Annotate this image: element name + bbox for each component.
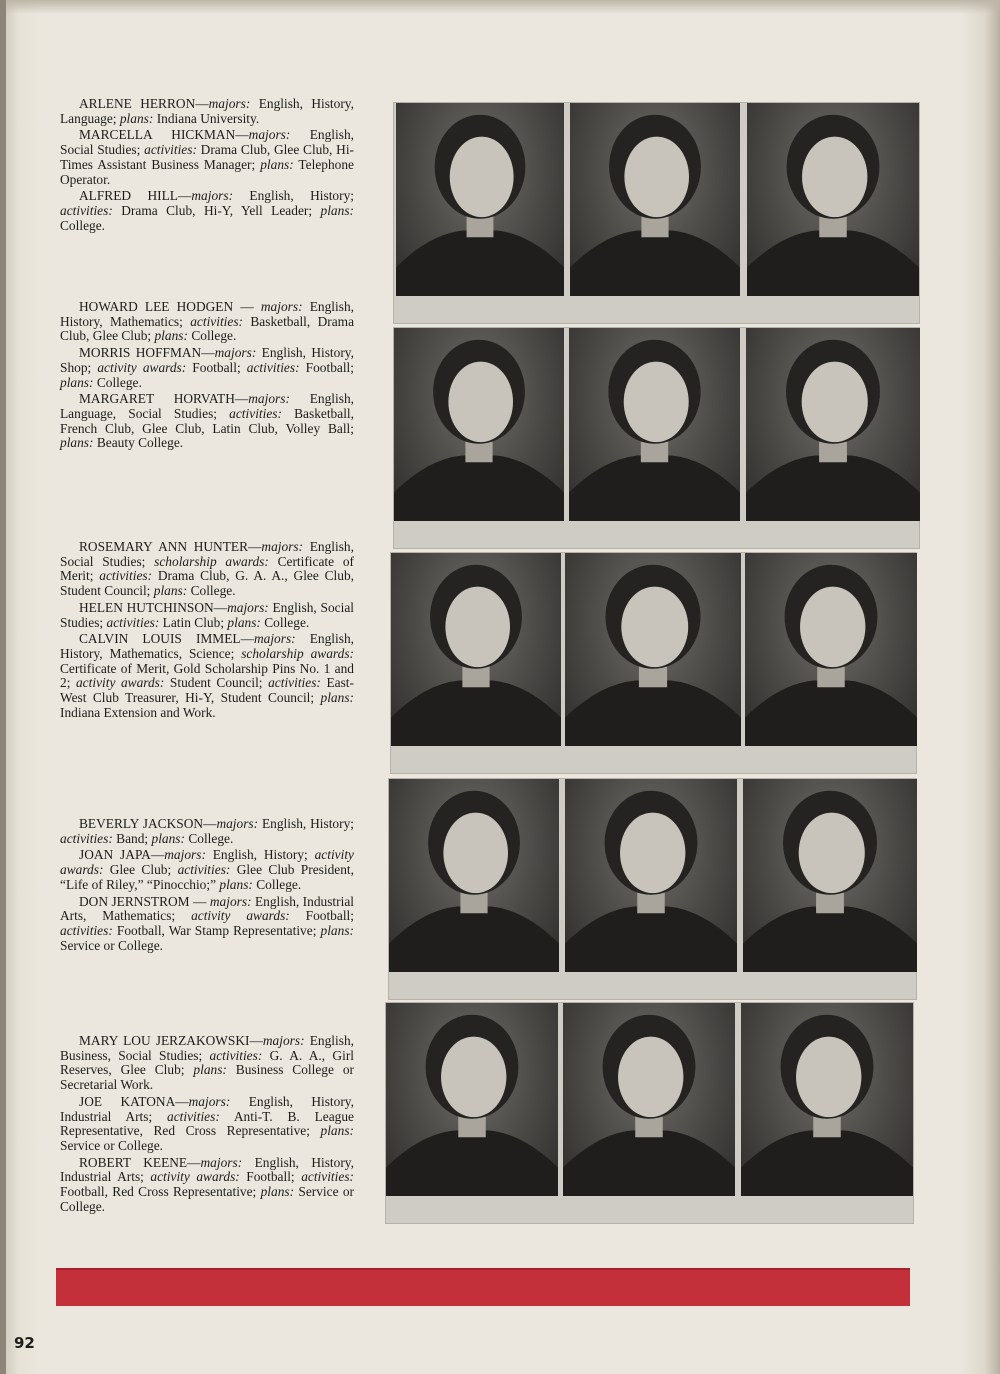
photo: [746, 328, 920, 521]
student-entry: MARCELLA HICKMAN—majors: English, Social Studies; activities: Drama Club, Glee Club, Hi-Times Assistant Business Manager; plans: Telephone Operator.: [60, 127, 355, 187]
field-value: Service or College.: [60, 1184, 354, 1214]
photo: [563, 1003, 735, 1196]
field-label: plans:: [119, 110, 154, 126]
student-entry: ROSEMARY ANN HUNTER—majors: English, Social Studies; scholarship awards: Certificate of Merit; activities: Drama Club, G. A. A., Glee Club, Student Council; plans: College.: [60, 539, 354, 599]
field-label: activities:: [106, 614, 160, 630]
field-label: plans:: [60, 435, 94, 451]
student-name: ROSEMARY ANN HUNTER: [79, 539, 249, 554]
field-value: Indiana University.: [153, 110, 260, 126]
page-number: 92: [14, 1334, 35, 1352]
field-value: Football, War Stamp Representative;: [112, 922, 321, 938]
field-label: majors:: [208, 96, 251, 111]
portrait-silhouette: [394, 328, 564, 521]
field-value: English, Language, Social Studies;: [60, 391, 354, 421]
portrait-silhouette: [565, 553, 741, 746]
field-label: activities:: [229, 405, 282, 421]
portrait-silhouette: [569, 328, 740, 521]
portrait-silhouette: [747, 103, 919, 296]
field-label: majors:: [227, 599, 269, 615]
field-value: Service or College.: [60, 937, 163, 953]
photo: [389, 779, 559, 972]
student-entry: DON JERNSTROM — majors: English, Industrial Arts, Mathematics; activity awards: Football; activities: Football, War Stamp Representative; plans: Service or College.: [60, 893, 354, 953]
text-group-3: [60, 540, 354, 722]
field-value: Service or College.: [60, 1137, 163, 1153]
field-label: activities:: [209, 1047, 263, 1063]
field-label: majors:: [216, 816, 259, 831]
page-top-shadow: [0, 0, 1000, 14]
field-label: majors:: [260, 299, 303, 314]
photo-row-1: [393, 102, 920, 324]
field-value: College.: [60, 217, 105, 233]
student-name: HELEN HUTCHINSON: [79, 599, 214, 615]
accent-bar: [56, 1268, 910, 1306]
photo-row-5: [385, 1002, 914, 1224]
field-value: Basketball, Drama Club, Glee Club;: [60, 313, 355, 344]
field-label: majors:: [191, 188, 234, 204]
field-value: G. A. A., Girl Reserves, Glee Club;: [60, 1047, 354, 1078]
field-value: Football;: [239, 1169, 302, 1185]
field-label: activity awards:: [191, 908, 290, 924]
field-label: majors:: [200, 1154, 243, 1170]
field-value: College.: [260, 614, 310, 630]
field-label: scholarship awards:: [241, 645, 354, 661]
field-label: plans:: [151, 830, 185, 846]
portrait-silhouette: [745, 553, 917, 746]
portrait-silhouette: [563, 1003, 735, 1196]
field-value: English, History, Industrial Arts;: [60, 1154, 354, 1185]
field-label: activities:: [177, 862, 231, 878]
field-value: Business College or Secretarial Work.: [60, 1062, 354, 1093]
text-group-4: [60, 817, 354, 955]
student-name: ROBERT KEENE: [79, 1154, 188, 1170]
field-value: English, History, Industrial Arts;: [60, 1093, 354, 1124]
field-label: activities:: [144, 142, 197, 158]
field-value: College.: [252, 876, 302, 892]
field-label: majors:: [248, 127, 291, 143]
portrait-silhouette: [741, 1003, 913, 1196]
student-name: CALVIN LOUIS IMMEL: [79, 631, 241, 647]
field-label: majors:: [262, 1033, 305, 1048]
portrait-silhouette: [396, 103, 564, 296]
field-value: College.: [184, 830, 234, 846]
student-entry: HOWARD LEE HODGEN — majors: English, History, Mathematics; activities: Basketball, Drama Club, Glee Club; plans: College.: [60, 299, 355, 344]
field-value: Certificate of Merit;: [60, 553, 354, 584]
field-value: English, Social Studies;: [60, 127, 354, 158]
field-label: activities:: [190, 313, 244, 329]
photo: [741, 1003, 913, 1196]
field-value: Football, Red Cross Representative;: [60, 1184, 261, 1200]
text-group-1: [60, 97, 354, 235]
field-label: plans:: [260, 1184, 295, 1200]
field-value: English, History, Language;: [60, 96, 354, 126]
field-value: English, History;: [233, 188, 354, 204]
field-label: activities:: [60, 830, 113, 846]
photo-row-3: [390, 552, 917, 774]
student-name: MARY LOU JERZAKOWSKI: [79, 1033, 250, 1048]
photo: [570, 103, 740, 296]
field-label: plans:: [320, 1123, 354, 1139]
field-label: activity awards:: [75, 675, 165, 691]
field-value: Football;: [289, 908, 354, 924]
field-value: English, Business, Social Studies;: [60, 1033, 354, 1063]
student-entry: HELEN HUTCHINSON—majors: English, Social Studies; activities: Latin Club; plans: College.: [60, 599, 354, 630]
field-label: majors:: [261, 539, 304, 554]
field-label: plans:: [320, 690, 354, 706]
field-label: plans:: [153, 583, 188, 599]
field-label: plans:: [320, 202, 354, 218]
field-label: activity awards:: [150, 1169, 240, 1185]
field-label: activities:: [246, 359, 300, 375]
student-entry: MARY LOU JERZAKOWSKI—majors: English, Business, Social Studies; activities: G. A. A., Girl Reserves, Glee Club; plans: Business College or Secretarial Work.: [60, 1033, 354, 1093]
field-label: activities:: [60, 202, 113, 218]
photo: [565, 779, 737, 972]
student-entry: ARLENE HERRON—majors: English, History, Language; plans: Indiana University.: [60, 96, 354, 126]
field-value: Glee Club;: [103, 862, 178, 878]
field-value: Drama Club, Glee Club, Hi-Times Assistant Business Manager;: [60, 142, 355, 172]
photo: [745, 553, 917, 746]
field-label: majors:: [188, 1093, 231, 1109]
field-value: Basketball, French Club, Glee Club, Latin Club, Volley Ball;: [60, 405, 354, 436]
field-value: English, History, Shop;: [60, 345, 354, 375]
field-label: plans:: [60, 374, 94, 390]
photo-row-4: [388, 778, 917, 1000]
student-name: JOE KATONA: [79, 1093, 176, 1109]
field-label: majors:: [248, 391, 290, 407]
student-entry: JOE KATONA—majors: English, History, Industrial Arts; activities: Anti-T. B. League Representative, Red Cross Representative; plans: Service or College.: [60, 1093, 354, 1153]
student-entry: JOAN JAPA—majors: English, History; activity awards: Glee Club; activities: Glee Club President, “Life of Riley,” “Pinocchio;” plans: College.: [60, 847, 355, 892]
portrait-silhouette: [386, 1003, 558, 1196]
field-label: activities:: [268, 675, 321, 691]
field-value: Drama Club, G. A. A., Glee Club, Student Council;: [60, 568, 354, 599]
field-label: majors:: [209, 893, 252, 909]
field-value: Beauty College.: [93, 435, 184, 451]
student-name: JOAN JAPA: [79, 847, 151, 863]
field-value: English, History, Mathematics, Science;: [60, 631, 354, 661]
field-label: plans:: [154, 328, 188, 344]
field-value: Anti-T. B. League Representative, Red Cross Representative;: [60, 1108, 354, 1139]
field-value: Drama Club, Hi-Y, Yell Leader;: [112, 202, 321, 218]
field-label: majors:: [164, 847, 206, 863]
portrait-silhouette: [565, 779, 737, 972]
field-label: plans:: [260, 156, 294, 172]
student-entry: BEVERLY JACKSON—majors: English, History; activities: Band; plans: College.: [60, 816, 354, 846]
field-label: majors:: [214, 345, 257, 361]
student-entry: ALFRED HILL—majors: English, History; activities: Drama Club, Hi-Y, Yell Leader; plans: College.: [60, 188, 354, 233]
field-value: College.: [93, 374, 142, 390]
field-label: majors:: [253, 631, 296, 647]
field-value: English, Social Studies;: [60, 539, 354, 569]
student-name: DON JERNSTROM: [79, 893, 190, 909]
field-value: English, Social Studies;: [60, 599, 354, 630]
field-value: English, History;: [205, 847, 315, 863]
field-value: English, Industrial Arts, Mathematics;: [60, 893, 354, 924]
text-group-2: [60, 300, 354, 453]
portrait-silhouette: [391, 553, 561, 746]
field-label: scholarship awards:: [154, 553, 269, 569]
field-label: plans:: [219, 876, 253, 892]
student-name: ARLENE HERRON: [79, 96, 196, 111]
photo: [569, 328, 740, 521]
field-value: Glee Club President, “Life of Riley,” “Pinocchio;”: [60, 862, 354, 892]
field-value: Band;: [112, 830, 152, 846]
student-name: MARCELLA HICKMAN: [79, 127, 236, 143]
field-value: Certificate of Merit, Gold Scholarship Pins No. 1 and 2;: [60, 660, 354, 691]
portrait-silhouette: [389, 779, 559, 972]
photo: [565, 553, 741, 746]
photo: [747, 103, 919, 296]
field-value: English, History;: [258, 816, 354, 831]
student-entry: MARGARET HORVATH—majors: English, Language, Social Studies; activities: Basketball, French Club, Glee Club, Latin Club, Volley Ball; plans: Beauty College.: [60, 391, 354, 451]
student-entry: ROBERT KEENE—majors: English, History, Industrial Arts; activity awards: Football; activities: Football, Red Cross Representative; plans: Service or College.: [60, 1154, 354, 1214]
field-value: Indiana Extension and Work.: [60, 704, 216, 720]
photo: [396, 103, 564, 296]
student-name: HOWARD LEE HODGEN: [79, 299, 234, 314]
field-value: English, History, Mathematics;: [60, 299, 354, 329]
field-label: activities:: [60, 922, 113, 938]
student-name: MARGARET HORVATH: [79, 391, 235, 407]
student-name: BEVERLY JACKSON: [79, 816, 204, 831]
portrait-silhouette: [743, 779, 917, 972]
student-name: MORRIS HOFFMAN: [79, 345, 202, 361]
field-label: activities:: [99, 568, 153, 584]
field-value: College.: [187, 583, 236, 599]
field-label: plans:: [320, 922, 354, 938]
field-value: Telephone Operator.: [60, 156, 354, 187]
field-value: Football;: [186, 359, 247, 375]
field-value: East-West Club Treasurer, Hi-Y, Student Council;: [60, 675, 354, 706]
field-label: plans:: [193, 1062, 227, 1078]
field-value: Latin Club;: [159, 614, 228, 630]
portrait-silhouette: [570, 103, 740, 296]
field-label: activities:: [167, 1108, 220, 1124]
photo-row-2: [393, 327, 920, 549]
photo: [743, 779, 917, 972]
photo: [391, 553, 561, 746]
field-label: activities:: [301, 1169, 354, 1185]
student-name: ALFRED HILL: [79, 188, 178, 204]
field-label: plans:: [227, 614, 261, 630]
binding-edge: [0, 0, 6, 1374]
photo: [386, 1003, 558, 1196]
field-label: activity awards:: [60, 847, 355, 878]
photo: [394, 328, 564, 521]
text-group-5: [60, 1034, 354, 1216]
field-value: Football;: [299, 359, 354, 375]
field-value: Student Council;: [164, 675, 269, 691]
field-value: College.: [187, 328, 237, 344]
field-label: activity awards:: [97, 359, 187, 375]
student-entry: CALVIN LOUIS IMMEL—majors: English, History, Mathematics, Science; scholarship awards: Certificate of Merit, Gold Scholarship Pins No. 1 and 2; activity awards: Student Council; activities: East-West Club Treasurer, Hi-Y, Student Council; plans: Indiana Extension and Work.: [60, 631, 354, 720]
portrait-silhouette: [746, 328, 920, 521]
student-entry: MORRIS HOFFMAN—majors: English, History, Shop; activity awards: Football; activities: Football; plans: College.: [60, 345, 354, 390]
